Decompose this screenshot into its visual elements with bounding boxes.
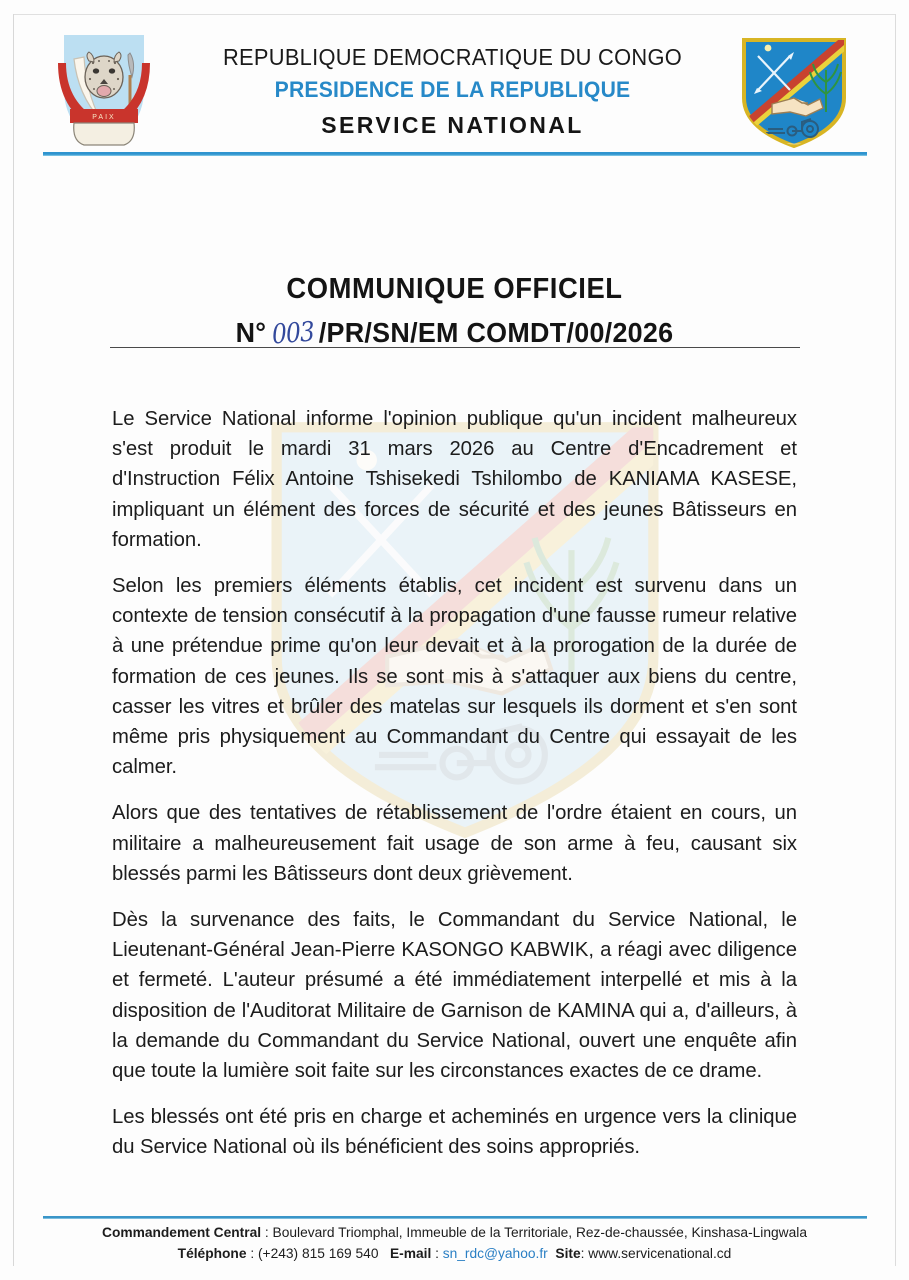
reference-code: /PR/SN/EM COMDT/00/2026	[318, 316, 674, 348]
body-paragraph: Les blessés ont été pris en charge et acheminés en urgence vers la clinique du Service National où ils bénéficient des soins appropriés.	[112, 1106, 797, 1159]
page-title: COMMUNIQUE OFFICIEL	[286, 273, 623, 305]
reference-number-line	[18, 315, 891, 351]
svg-text:PAIX: PAIX	[92, 114, 116, 121]
header-service-line: SERVICE NATIONAL	[321, 112, 584, 139]
footer-email-separator: :	[431, 1246, 443, 1262]
body-paragraph: Dès la survenance des faits, le Commandant du Service National, le Lieutenant-Général Jean-Pierre KASONGO KABWIK, a réagi avec diligence et fermeté. L'auteur présumé a été immédiatement interpellé et mis à la disposition de l'Auditorat Militaire de Garnison de KAMINA qui a, d'ailleurs, à la demande du Commandant du Service National, ouvert une enquête afin que toute la lumière soit faite sur les circonstances exactes de ce drame.	[112, 909, 797, 1083]
document-footer	[0, 1223, 909, 1265]
footer-site-label: Site	[555, 1246, 581, 1262]
handwritten-number: 003	[270, 316, 315, 351]
body-paragraph: Le Service National informe l'opinion publique qu'un incident malheureux s'est produit le mardi 31 mars 2026 au Centre d'Encadrement et d'Instruction Félix Antoine Tshisekedi Tshilombo de KANIAMA KASESE, impliquant un élément des forces de sécurité et des jeunes Bâtisseurs en formation.	[112, 408, 797, 551]
scan-edge-right	[895, 14, 896, 1266]
footer-site-value[interactable]: : www.servicenational.cd	[580, 1246, 732, 1262]
body-paragraph: Alors que des tentatives de rétablissement de l'ordre étaient en cours, un militaire a malheureusement fait usage de son arme à feu, causant six blessés parmi les Bâtisseurs dont deux grièvement.	[112, 802, 797, 885]
footer-email-value[interactable]: sn_rdc@yahoo.fr	[442, 1246, 548, 1262]
service-national-shield-icon	[738, 36, 850, 148]
footer-divider-rule	[43, 1216, 867, 1219]
footer-email-label: E-mail	[389, 1246, 432, 1262]
communique-title-block	[0, 272, 909, 350]
document-header	[0, 0, 909, 150]
footer-address-line	[14, 1223, 896, 1244]
drc-coat-of-arms-icon	[44, 33, 164, 151]
header-country-line: REPUBLIQUE DEMOCRATIQUE DU CONGO	[222, 44, 683, 70]
footer-address-value: : Boulevard Triomphal, Immeuble de la Territoriale, Rez-de-chaussée, Kinshasa-Lingwala	[261, 1225, 807, 1241]
communique-body	[112, 404, 797, 1163]
footer-phone-label: Téléphone	[177, 1246, 247, 1262]
header-presidency-line: PRESIDENCE DE LA REPUBLIQUE	[274, 76, 631, 102]
scan-edge-left	[13, 14, 14, 1266]
footer-contact-line	[14, 1244, 896, 1265]
footer-address-label: Commandement Central	[102, 1225, 262, 1241]
footer-phone-value: : (+243) 815 169 540	[246, 1246, 379, 1262]
header-titles	[180, 44, 725, 139]
body-paragraph: Selon les premiers éléments établis, cet incident est survenu dans un contexte de tension consécutif à la propagation d'une fausse rumeur relative à une prétendue prime qu'on leur devait et à la prorogation de la durée de formation de ces jeunes. Ils se sont mis à s'attaquer aux biens du centre, casser les vitres et brûler des matelas sur lesquels ils dorment et s'en sont même pris physiquement au Commandant du Centre qui essayait de les calmer.	[112, 575, 797, 779]
reference-prefix: N°	[235, 316, 267, 348]
header-divider-rule	[43, 152, 867, 156]
